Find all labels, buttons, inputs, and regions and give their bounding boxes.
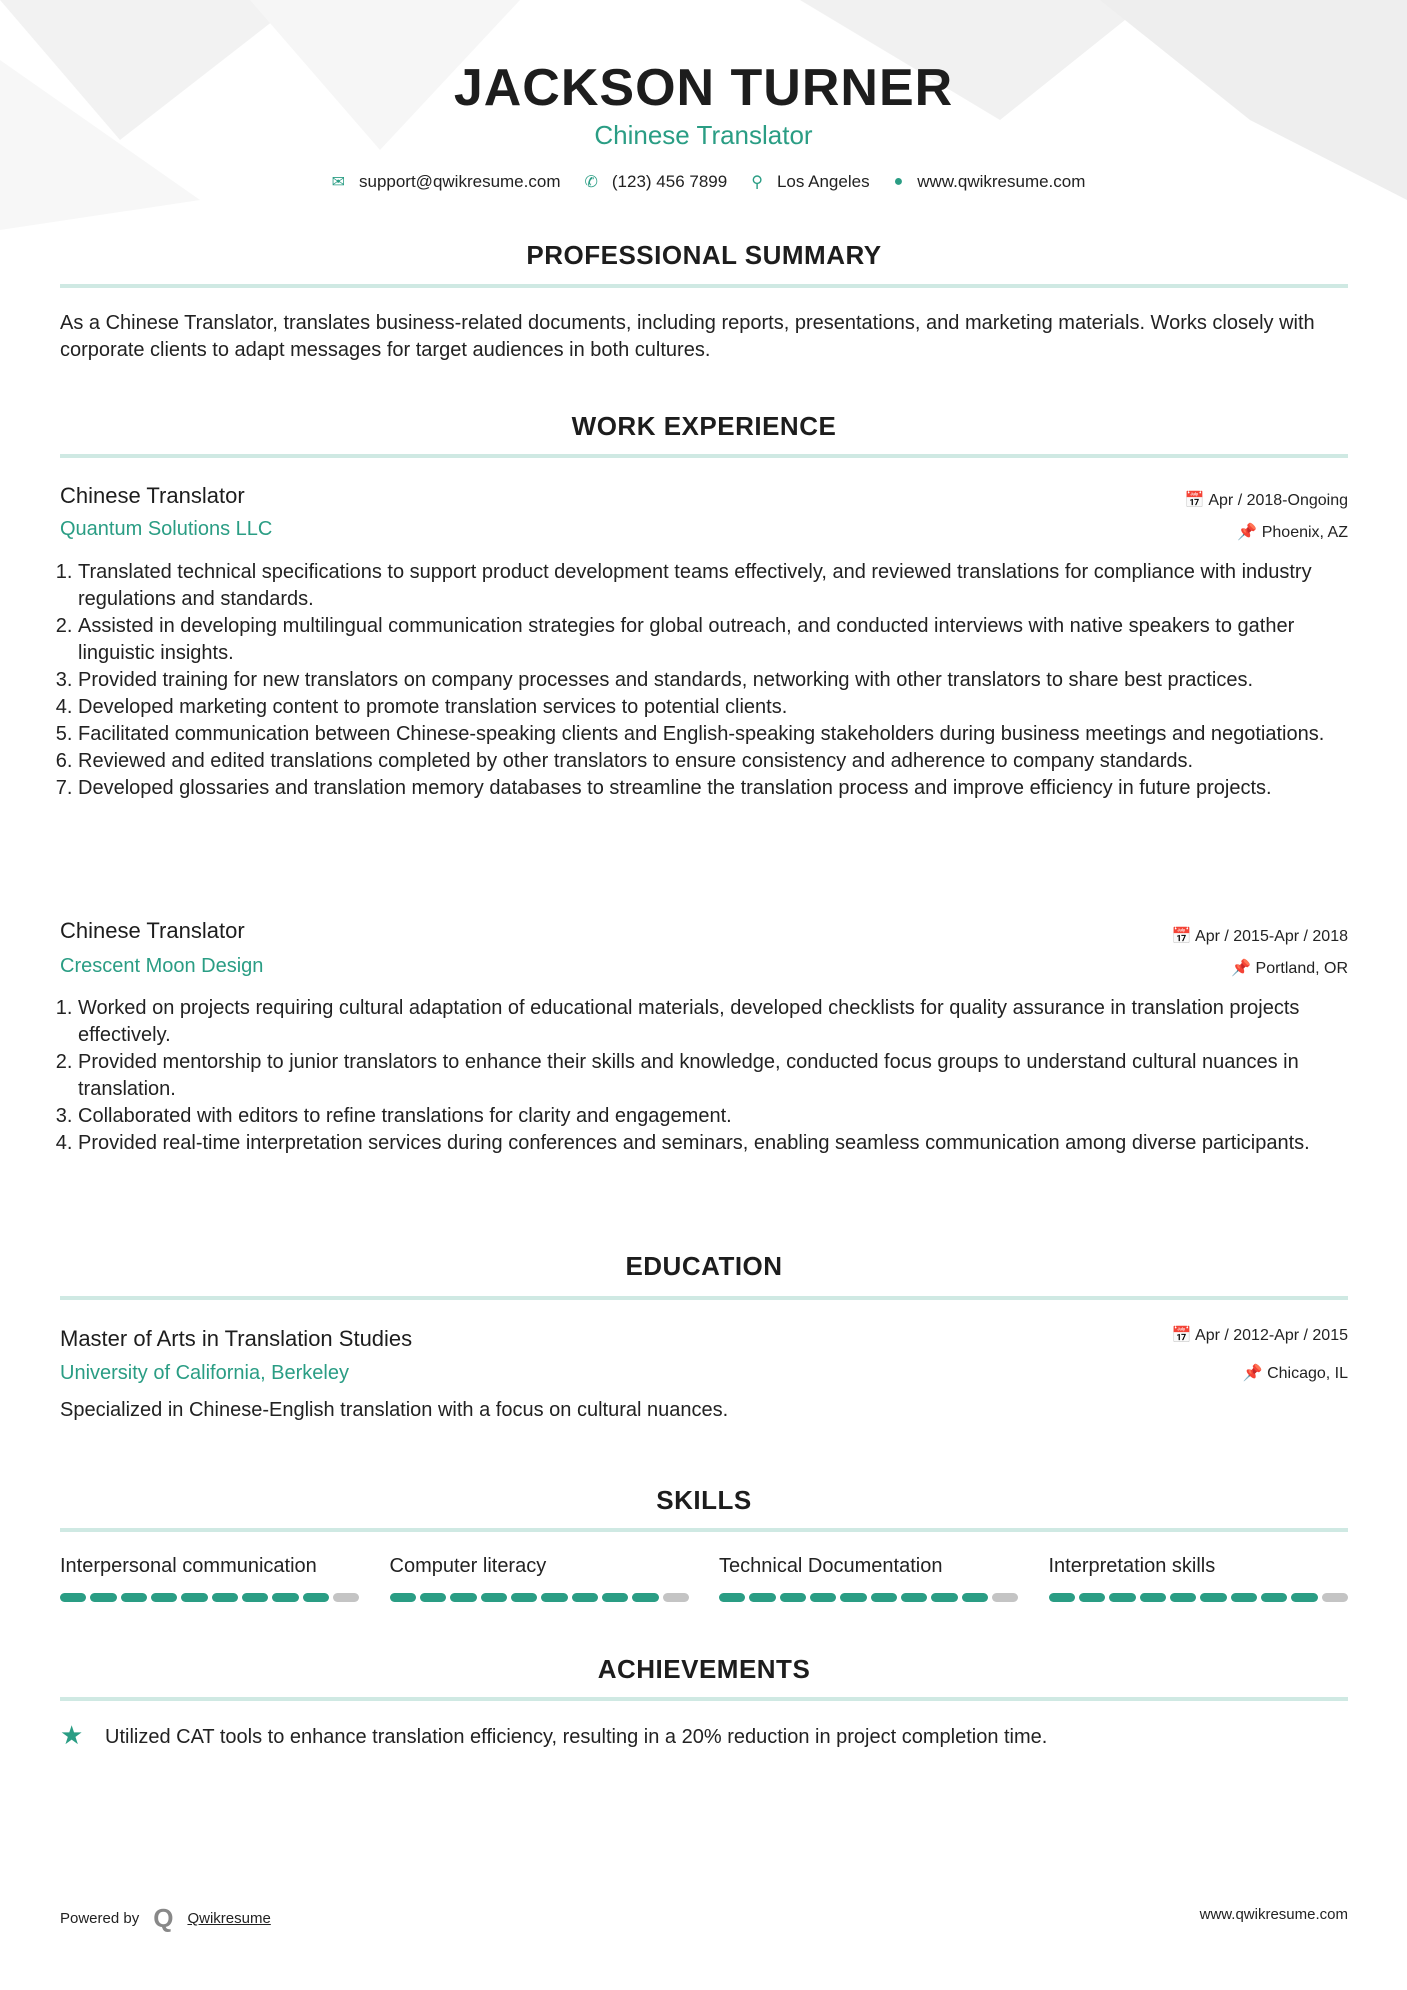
skill-level-dot xyxy=(780,1593,806,1602)
skill-level-bar xyxy=(60,1593,360,1602)
candidate-title: Chinese Translator xyxy=(594,120,813,150)
skill-level-dot xyxy=(1079,1593,1105,1602)
skill-level-dot xyxy=(632,1593,658,1602)
skill-level-dot xyxy=(931,1593,957,1602)
location-text: Phoenix, AZ xyxy=(1261,524,1348,541)
contact-info xyxy=(0,172,1407,192)
skill-level-bar xyxy=(390,1593,690,1602)
skill-level-dot xyxy=(1231,1593,1257,1602)
brand-link[interactable]: Qwikresume xyxy=(187,1910,271,1927)
job-bullets xyxy=(60,995,1350,1157)
powered-by-label: Powered by xyxy=(60,1910,140,1927)
skill-level-dot xyxy=(1291,1593,1317,1602)
footer-website[interactable]: www.qwikresume.com xyxy=(1199,1906,1348,1923)
company-name: Quantum Solutions LLC xyxy=(60,518,273,540)
bullet-item: 6. Reviewed and edited translations completed by other translators to ensure consistency and adherence to company standards. xyxy=(78,748,1350,775)
skill-item xyxy=(390,1555,690,1602)
skill-level-dot xyxy=(1200,1593,1226,1602)
section-heading-summary: PROFESSIONAL SUMMARY xyxy=(526,240,882,270)
candidate-name: JACKSON TURNER xyxy=(453,59,954,117)
skill-level-dot xyxy=(90,1593,116,1602)
skill-level-dot xyxy=(871,1593,897,1602)
skill-item xyxy=(60,1555,360,1602)
skill-level-dot xyxy=(151,1593,177,1602)
skill-level-dot xyxy=(541,1593,567,1602)
date-text: Apr / 2015-Apr / 2018 xyxy=(1195,928,1348,945)
skill-level-dot xyxy=(1322,1593,1348,1602)
company-name: Crescent Moon Design xyxy=(60,955,264,977)
job-title: Chinese Translator xyxy=(60,918,245,943)
job-bullets xyxy=(60,559,1350,802)
skill-name: Computer literacy xyxy=(389,1555,547,1577)
skill-level-dot xyxy=(242,1593,268,1602)
skill-level-dot xyxy=(962,1593,988,1602)
skill-name: Technical Documentation xyxy=(719,1555,943,1577)
skill-name: Interpersonal communication xyxy=(60,1555,317,1577)
skill-level-dot xyxy=(1140,1593,1166,1602)
website-link[interactable]: www.qwikresume.com xyxy=(917,172,1086,191)
skill-level-dot xyxy=(719,1593,745,1602)
section-heading-achievements: ACHIEVEMENTS xyxy=(597,1654,811,1684)
skill-level-dot xyxy=(992,1593,1018,1602)
bullet-item: 4. Developed marketing content to promote translation services to potential clients. xyxy=(78,694,1350,721)
skill-level-dot xyxy=(1109,1593,1135,1602)
skill-level-dot xyxy=(481,1593,507,1602)
skill-level-dot xyxy=(303,1593,329,1602)
skill-item xyxy=(1049,1555,1349,1602)
location-text: Chicago, IL xyxy=(1267,1365,1348,1382)
skills-list xyxy=(60,1555,1348,1602)
skill-level-dot xyxy=(663,1593,689,1602)
date-text: Apr / 2018-Ongoing xyxy=(1208,492,1348,509)
section-heading-skills: SKILLS xyxy=(656,1485,752,1515)
job-date xyxy=(1185,490,1348,510)
bullet-item: 3. Collaborated with editors to refine translations for clarity and engagement. xyxy=(78,1103,1350,1130)
skill-level-dot xyxy=(450,1593,476,1602)
location-text: Portland, OR xyxy=(1255,960,1348,977)
job-date xyxy=(1172,926,1348,946)
achievement-item xyxy=(60,1720,1348,1751)
skill-level-dot xyxy=(810,1593,836,1602)
degree: Master of Arts in Translation Studies xyxy=(60,1326,413,1351)
divider xyxy=(60,1528,1348,1532)
bullet-item: 1. Worked on projects requiring cultural adaptation of educational materials, developed checklists for quality assurance in translation projects effectively. xyxy=(78,995,1350,1049)
bullet-item: 2. Provided mentorship to junior translators to enhance their skills and knowledge, conducted focus groups to understand cultural nuances in translation. xyxy=(78,1049,1350,1103)
skill-item xyxy=(719,1555,1019,1602)
divider xyxy=(60,1697,1348,1701)
skill-level-dot xyxy=(1261,1593,1287,1602)
skill-level-dot xyxy=(1170,1593,1196,1602)
skill-level-dot xyxy=(901,1593,927,1602)
calendar-icon: 📅 xyxy=(1171,1327,1196,1344)
skill-level-dot xyxy=(749,1593,775,1602)
skill-level-dot xyxy=(333,1593,359,1602)
bullet-item: 3. Provided training for new translators on company processes and standards, networking with other translators to share best practices. xyxy=(78,667,1350,694)
calendar-icon: 📅 xyxy=(1171,928,1196,945)
skill-level-dot xyxy=(511,1593,537,1602)
summary-text: As a Chinese Translator, translates business-related documents, including reports, presentations, and marketing materials. Works closely with corporate clients to adapt messages for target audiences in both cultures. xyxy=(60,312,1315,361)
divider xyxy=(60,284,1348,288)
education-location xyxy=(1243,1363,1348,1383)
divider xyxy=(60,454,1348,458)
location-text: Los Angeles xyxy=(776,172,870,191)
education-date xyxy=(1172,1325,1348,1345)
skill-level-dot xyxy=(1049,1593,1075,1602)
skill-level-bar xyxy=(1049,1593,1349,1602)
job-title: Chinese Translator xyxy=(60,483,245,508)
skill-level-dot xyxy=(272,1593,298,1602)
email-icon: ✉ xyxy=(331,174,345,191)
achievement-text: Utilized CAT tools to enhance translation efficiency, resulting in a 20% reduction in project completion time. xyxy=(105,1726,1048,1748)
skill-level-dot xyxy=(60,1593,86,1602)
skill-level-dot xyxy=(420,1593,446,1602)
skill-level-bar xyxy=(719,1593,1019,1602)
school-name: University of California, Berkeley xyxy=(60,1362,349,1384)
bullet-item: 5. Facilitated communication between Chinese-speaking clients and English-speaking stakeholders during business meetings and negotiations. xyxy=(78,721,1350,748)
qwikresume-logo-icon: Q xyxy=(153,1903,174,1933)
job-location xyxy=(1231,958,1348,978)
skill-level-dot xyxy=(840,1593,866,1602)
skill-level-dot xyxy=(212,1593,238,1602)
globe-icon: ● xyxy=(893,173,904,190)
location-pin-icon: ⚲ xyxy=(751,174,763,191)
skill-level-dot xyxy=(390,1593,416,1602)
bullet-item: 4. Provided real-time interpretation services during conferences and seminars, enabling seamless communication among diverse participants. xyxy=(78,1130,1350,1157)
education-description: Specialized in Chinese-English translation with a focus on cultural nuances. xyxy=(60,1399,729,1421)
skill-name: Interpretation skills xyxy=(1048,1555,1216,1577)
bullet-item: 1. Translated technical specifications to support product development teams effectively, and reviewed translations for compliance with industry regulations and standards. xyxy=(78,559,1350,613)
bullet-item: 2. Assisted in developing multilingual communication strategies for global outreach, and conducted interviews with native speakers to gather linguistic insights. xyxy=(78,613,1350,667)
date-text: Apr / 2012-Apr / 2015 xyxy=(1195,1327,1348,1344)
star-icon: ★ xyxy=(60,1720,84,1750)
footer-powered xyxy=(60,1903,271,1934)
skill-level-dot xyxy=(181,1593,207,1602)
skill-level-dot xyxy=(602,1593,628,1602)
section-heading-experience: WORK EXPERIENCE xyxy=(571,411,837,441)
phone-icon: ✆ xyxy=(584,174,598,191)
divider xyxy=(60,1296,1348,1300)
section-heading-education: EDUCATION xyxy=(625,1251,783,1281)
pin-icon: 📌 xyxy=(1242,1365,1268,1382)
phone-text: (123) 456 7899 xyxy=(611,172,728,191)
pin-icon: 📌 xyxy=(1231,960,1256,977)
job-location xyxy=(1237,522,1348,542)
skill-level-dot xyxy=(572,1593,598,1602)
calendar-icon: 📅 xyxy=(1184,492,1209,509)
email-link[interactable]: support@qwikresume.com xyxy=(358,172,561,191)
pin-icon: 📌 xyxy=(1237,524,1262,541)
bullet-item: 7. Developed glossaries and translation memory databases to streamline the translation process and improve efficiency in future projects. xyxy=(78,775,1350,802)
skill-level-dot xyxy=(121,1593,147,1602)
